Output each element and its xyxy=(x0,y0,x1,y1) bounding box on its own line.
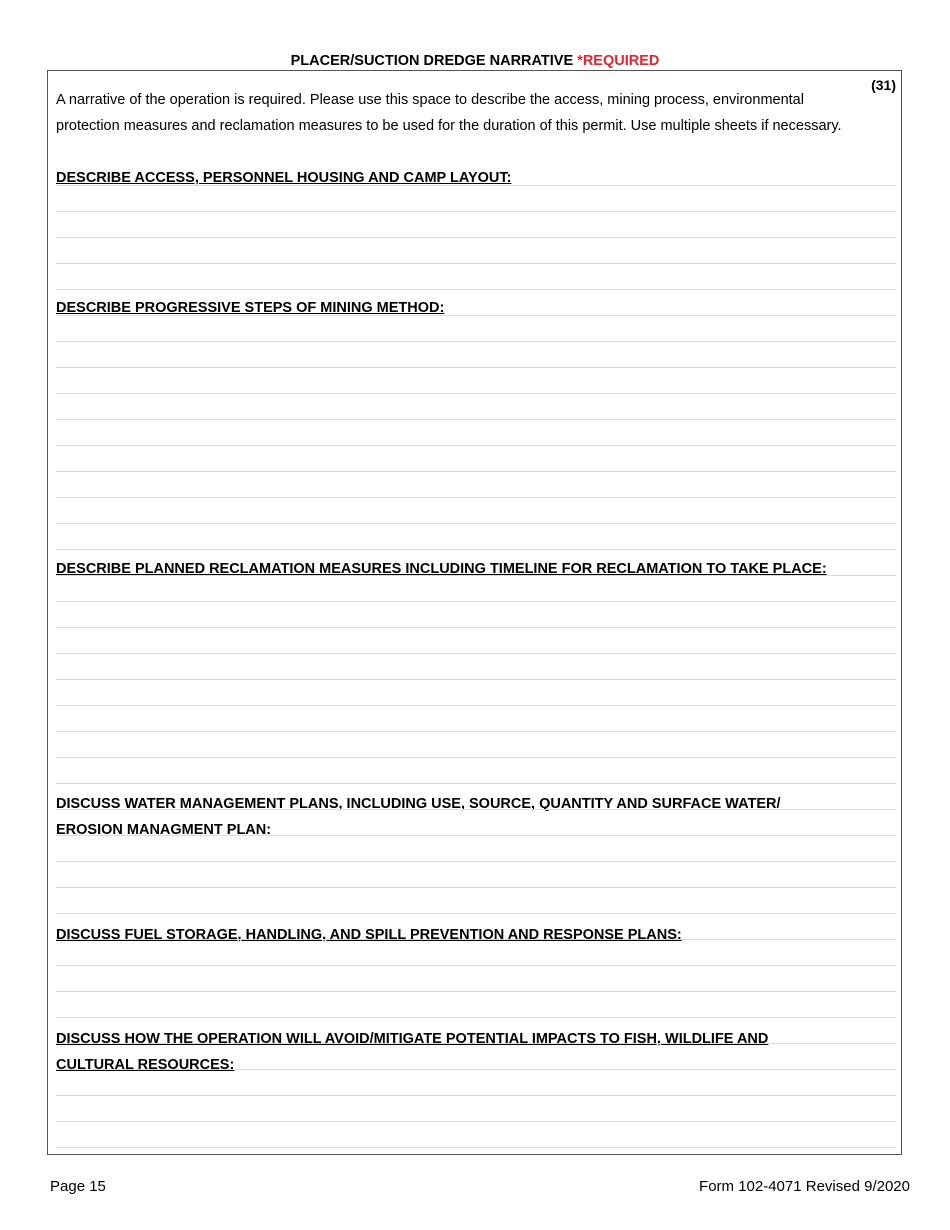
writing-line[interactable] xyxy=(56,601,896,602)
intro-text: A narrative of the operation is required. Please use this space to describe the access, mining process, environmental protection measures and reclamation measures to be used for the duration of this permit. Use multiple sheets if necessary. xyxy=(56,92,842,134)
writing-line[interactable] xyxy=(56,679,896,680)
section-heading-fish-wildlife-line1: DISCUSS HOW THE OPERATION WILL AVOID/MITIGATE POTENTIAL IMPACTS TO FISH, WILDLIFE AND xyxy=(56,1031,769,1047)
page-title xyxy=(0,52,950,70)
writing-line[interactable] xyxy=(56,237,896,238)
writing-line[interactable] xyxy=(56,653,896,654)
section-heading-mining-method: DESCRIBE PROGRESSIVE STEPS OF MINING METHOD: xyxy=(56,300,445,316)
writing-line[interactable] xyxy=(56,185,896,186)
writing-line[interactable] xyxy=(56,757,896,758)
writing-line[interactable] xyxy=(56,1017,896,1018)
writing-line[interactable] xyxy=(56,835,896,836)
writing-line[interactable] xyxy=(56,1147,896,1148)
writing-line[interactable] xyxy=(56,471,896,472)
field-number: (31) xyxy=(871,77,896,93)
writing-line[interactable] xyxy=(56,1043,896,1044)
writing-line[interactable] xyxy=(56,211,896,212)
writing-line[interactable] xyxy=(56,419,896,420)
writing-line[interactable] xyxy=(56,939,896,940)
required-label: *REQUIRED xyxy=(577,53,660,69)
writing-line[interactable] xyxy=(56,263,896,264)
writing-line[interactable] xyxy=(56,627,896,628)
writing-line[interactable] xyxy=(56,367,896,368)
writing-line[interactable] xyxy=(56,393,896,394)
section-heading-access: DESCRIBE ACCESS, PERSONNEL HOUSING AND CAMP LAYOUT: xyxy=(56,170,512,186)
writing-line[interactable] xyxy=(56,965,896,966)
section-heading-fish-wildlife-line2: CULTURAL RESOURCES: xyxy=(56,1057,235,1073)
writing-line[interactable] xyxy=(56,809,896,810)
page-title-text: PLACER/SUCTION DREDGE NARRATIVE xyxy=(290,53,574,69)
writing-line[interactable] xyxy=(56,289,896,290)
writing-line[interactable] xyxy=(56,1095,896,1096)
writing-line[interactable] xyxy=(56,1121,896,1122)
section-heading-water-management-line2: EROSION MANAGMENT PLAN: xyxy=(56,822,272,838)
section-heading-fuel-storage: DISCUSS FUEL STORAGE, HANDLING, AND SPILL PREVENTION AND RESPONSE PLANS: xyxy=(56,927,682,943)
page-number: Page 15 xyxy=(50,1178,106,1195)
writing-line[interactable] xyxy=(56,549,896,550)
narrative-form-box xyxy=(47,70,902,1155)
writing-line[interactable] xyxy=(56,913,896,914)
writing-line[interactable] xyxy=(56,887,896,888)
writing-line[interactable] xyxy=(56,783,896,784)
writing-line[interactable] xyxy=(56,445,896,446)
writing-line[interactable] xyxy=(56,731,896,732)
section-heading-reclamation: DESCRIBE PLANNED RECLAMATION MEASURES INCLUDING TIMELINE FOR RECLAMATION TO TAKE PLACE: xyxy=(56,561,827,577)
writing-line[interactable] xyxy=(56,315,896,316)
form-revision: Form 102-4071 Revised 9/2020 xyxy=(699,1178,910,1195)
writing-line[interactable] xyxy=(56,523,896,524)
writing-line[interactable] xyxy=(56,861,896,862)
writing-line[interactable] xyxy=(56,705,896,706)
writing-line[interactable] xyxy=(56,575,896,576)
section-heading-water-management-line1: DISCUSS WATER MANAGEMENT PLANS, INCLUDING USE, SOURCE, QUANTITY AND SURFACE WATER/ xyxy=(56,796,781,812)
writing-line[interactable] xyxy=(56,1069,896,1070)
writing-line[interactable] xyxy=(56,991,896,992)
writing-line[interactable] xyxy=(56,341,896,342)
writing-line[interactable] xyxy=(56,497,896,498)
